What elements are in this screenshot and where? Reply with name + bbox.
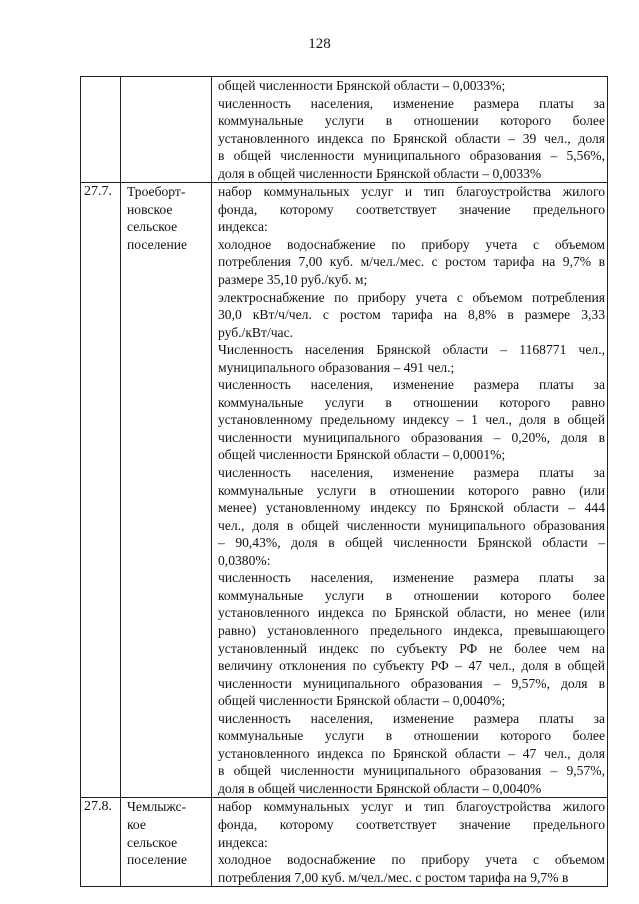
text-line: руб./кВт/час.: [218, 324, 294, 340]
text-line: величину отклонения по субъекту РФ – 47 чел., доля в общей: [218, 658, 605, 674]
text-line: 30,0 кВт/ч/чел. с ростом тарифа на 8,8% в размере 3,33: [218, 307, 605, 323]
text-line: в общей численности муниципального образования – 5,56%,: [218, 148, 605, 164]
text-line: коммунальные услуги в отношении которого равно: [218, 394, 605, 410]
text-line: Численность населения Брянской области – 1168771 чел.,: [218, 342, 605, 358]
text-line: доля в общей численности Брянской области – 0,0040%: [218, 780, 542, 796]
text-line: фонда, которому соответствует значение предельного: [218, 201, 605, 217]
text-line: электроснабжение по прибору учета с объемом потребления: [218, 289, 605, 305]
text-line: установленного индекса по Брянской области – 47 чел., доля: [218, 745, 605, 761]
text-line: установленного индекса по Брянской области, но менее (или: [218, 605, 605, 621]
text-line: чел., доля в общей численности муниципального образования: [218, 517, 605, 533]
text-line: индекса:: [218, 834, 268, 850]
settlement-name-line: сельское: [127, 219, 178, 235]
table-row: [81, 77, 608, 183]
table-row: [81, 183, 608, 798]
text-line: коммунальные услуги в отношении которого более: [218, 728, 605, 744]
settlement-name-cell: [121, 183, 212, 798]
text-line: холодное водоснабжение по прибору учета с объемом: [218, 852, 605, 868]
text-line: численность населения, изменение размера платы за: [218, 465, 605, 481]
text-line: равно) установленного предельного индекса, превышающего: [218, 622, 605, 638]
text-line: потребления 7,00 куб. м/чел./мес. с ростом тарифа на 9,7% в: [218, 869, 569, 885]
text-line: общей численности Брянской области – 0,0001%;: [218, 447, 506, 463]
settlement-name-line: Чемлыжс-: [127, 799, 187, 815]
description-cell: [212, 183, 608, 798]
settlement-name-line: сельское: [127, 834, 178, 850]
settlement-name-line: кое: [127, 817, 146, 833]
table-row: [81, 798, 608, 887]
settlement-name-cell: [121, 798, 212, 887]
table-body: [81, 77, 608, 887]
settlement-name-line: поселение: [127, 237, 188, 253]
text-line: численность населения, изменение размера платы за: [218, 377, 605, 393]
tariff-table: [80, 76, 608, 887]
text-line: в общей численности муниципального образования – 9,57%,: [218, 763, 605, 779]
text-line: общей численности Брянской области – 0,0033%;: [218, 78, 506, 93]
text-line: холодное водоснабжение по прибору учета с объемом: [218, 236, 605, 252]
text-line: – 90,43%, доля в общей численности Брянской области –: [218, 535, 605, 551]
settlement-name-line: Троеборт-: [127, 184, 186, 200]
text-line: индекса:: [218, 219, 268, 235]
text-line: установленного индекса по Брянской области – 39 чел., доля: [218, 130, 605, 146]
text-line: коммунальные услуги в отношении которого более: [218, 113, 605, 129]
text-line: общей численности Брянской области – 0,0040%;: [218, 693, 506, 709]
description-cell: [212, 77, 608, 183]
page-number: 128: [308, 36, 331, 52]
text-line: установленный индекс по субъекту РФ не более чем на: [218, 640, 605, 656]
text-line: коммунальные услуги в отношении которого равно (или: [218, 482, 605, 498]
text-line: численности муниципального образования – 9,57%, доля в: [218, 675, 605, 691]
text-line: набор коммунальных услуг и тип благоустройства жилого: [218, 184, 605, 200]
text-line: доля в общей численности Брянской области – 0,0033%: [218, 165, 542, 181]
text-line: установленному предельному индексу – 1 чел., доля в общей: [218, 412, 605, 428]
settlement-name-line: новское: [127, 201, 173, 217]
text-line: размере 35,10 руб./куб. м;: [218, 272, 368, 288]
row-number-cell: [81, 77, 121, 183]
settlement-name-cell: [121, 77, 212, 183]
text-line: набор коммунальных услуг и тип благоустройства жилого: [218, 799, 605, 815]
description-cell: [212, 798, 608, 887]
text-line: численность населения, изменение размера платы за: [218, 95, 605, 111]
settlement-name-line: поселение: [127, 852, 188, 868]
row-number: 27.7.: [84, 184, 112, 200]
text-line: муниципального образования – 491 чел.;: [218, 359, 455, 375]
text-line: коммунальные услуги в отношении которого более: [218, 587, 605, 603]
text-line: численность населения, изменение размера платы за: [218, 710, 605, 726]
text-line: численности муниципального образования – 0,20%, доля в: [218, 429, 605, 445]
row-number: 27.8.: [84, 799, 112, 815]
row-number-cell: [81, 798, 121, 887]
text-line: 0,0380%:: [218, 552, 271, 568]
text-line: менее) установленному индексу по Брянской области – 444: [218, 500, 605, 516]
text-line: фонда, которому соответствует значение предельного: [218, 816, 605, 832]
text-line: численность населения, изменение размера платы за: [218, 570, 605, 586]
text-line: потребления 7,00 куб. м/чел./мес. с ростом тарифа на 9,7% в: [218, 254, 605, 270]
row-number-cell: [81, 183, 121, 798]
